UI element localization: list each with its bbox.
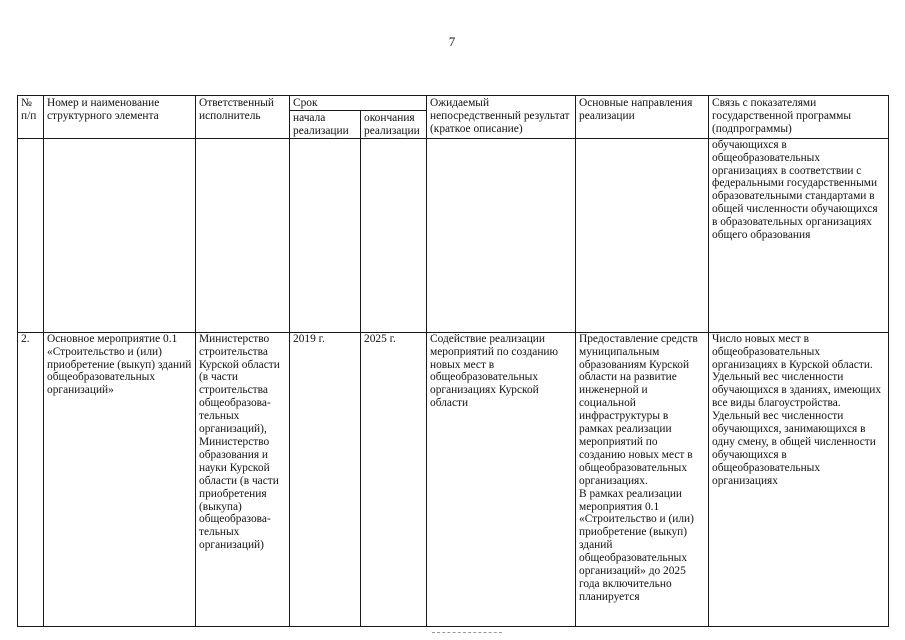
table-row — [18, 332, 889, 626]
cell-start: 2019 г. — [290, 332, 361, 626]
cell-executor: Министерство строительства Курской области (в части строительства общеобразова-тельных организаций), Министерство образования и науки Курской области (в части приобретения (выкупа) общеобразова-тельных организаций) — [196, 332, 290, 626]
header-directions: Основные направления реализации — [576, 96, 709, 139]
cell-link: обучающихся в общеобразовательных организациях в соответствии с федеральными государственными образовательными стандартами в общей численности обучающихся в образовательных организациях общего образования — [709, 138, 889, 332]
header-start: начала реализации — [290, 110, 361, 138]
cell-end — [361, 138, 427, 332]
page-number: 7 — [448, 34, 456, 49]
cell-result: Содействие реализации мероприятий по созданию новых мест в общеобразовательных организациях Курской области — [427, 332, 576, 626]
cell-directions: Предоставление средств муниципальным образованиям Курской области на развитие инженерной и социальной инфраструктуры в рамках реализации мероприятий по созданию новых мест в общеобразовательных организациях. В рамках реализации мероприятия 0.1 «Строительство и (или) приобретение (выкуп) зданий общеобразовательных организаций» до 2025 года включительно планируется — [576, 332, 709, 626]
header-row-1 — [18, 96, 889, 111]
header-term: Срок — [290, 96, 427, 111]
cell-executor — [196, 138, 290, 332]
cell-num: 2. — [18, 332, 44, 626]
header-end: окончания реализации — [361, 110, 427, 138]
cell-element — [44, 138, 196, 332]
cell-num — [18, 138, 44, 332]
table-row — [18, 138, 889, 332]
header-result: Ожидаемый непосредственный результат (краткое описание) — [427, 96, 576, 139]
header-num: № п/п — [18, 96, 44, 139]
cell-start — [290, 138, 361, 332]
header-element: Номер и наименование структурного элемента — [44, 96, 196, 139]
scan-artifact-line — [432, 632, 502, 634]
cell-end: 2025 г. — [361, 332, 427, 626]
cell-link: Число новых мест в общеобразовательных организациях в Курской области. Удельный вес численности обучающихся в зданиях, имеющих все виды благоустройства. Удельный вес численности обучающихся, занимающихся в одну смену, в общей численности обучающихся в общеобразовательных организациях — [709, 332, 889, 626]
cell-directions — [576, 138, 709, 332]
cell-result — [427, 138, 576, 332]
header-executor: Ответственный исполнитель — [196, 96, 290, 139]
program-table — [17, 95, 889, 627]
header-link: Связь с показателями государственной программы (подпрограммы) — [709, 96, 889, 139]
cell-element: Основное мероприятие 0.1 «Строительство и (или) приобретение (выкуп) зданий общеобразовательных организаций» — [44, 332, 196, 626]
